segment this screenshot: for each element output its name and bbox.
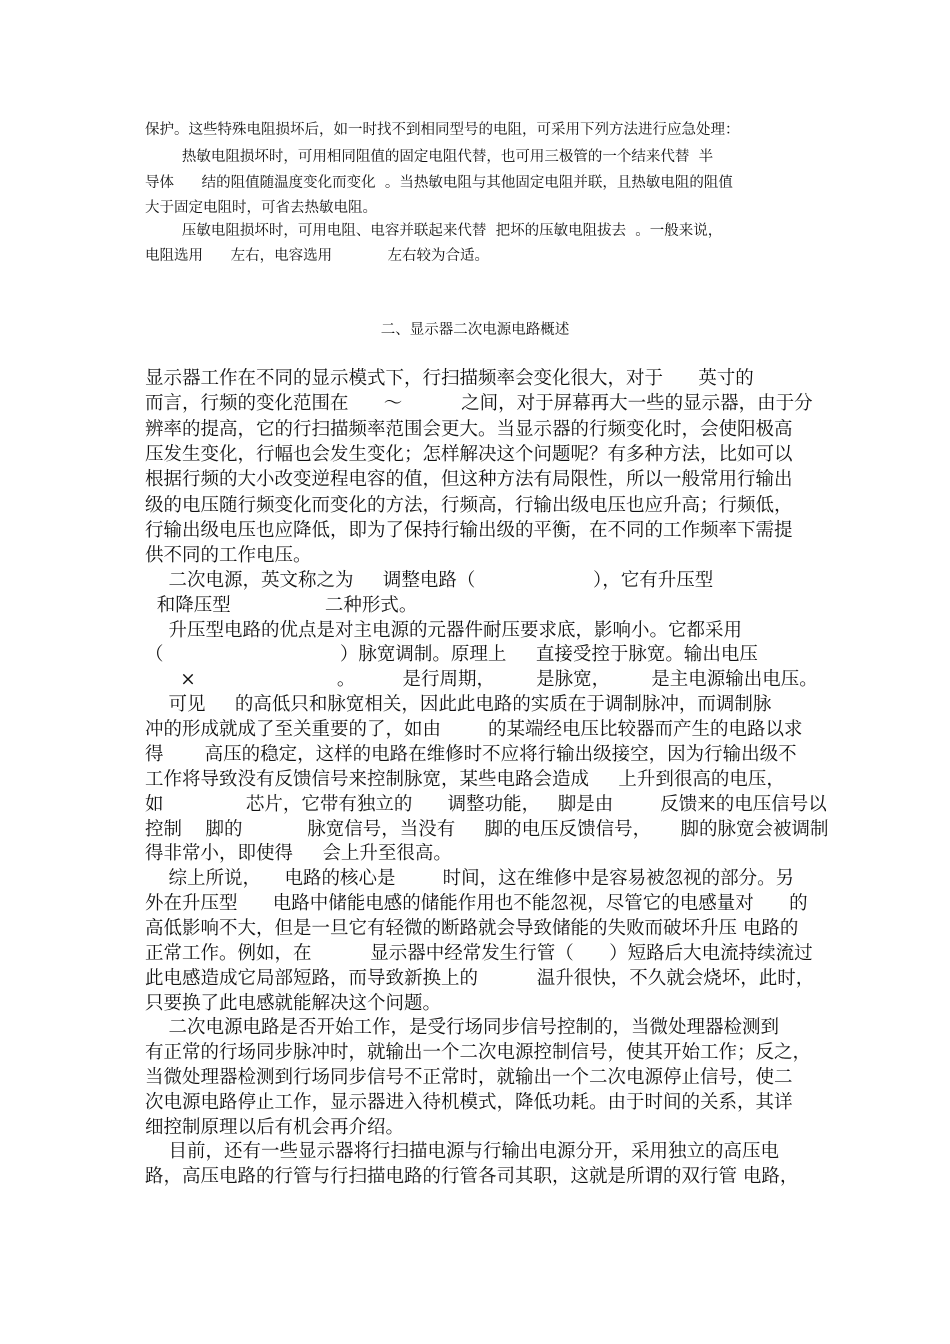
paragraph-line: 和降压型 二种形式。 xyxy=(145,595,418,616)
paragraph-line: 压敏电阻损坏时，可用电阻、电容并联起来代替 把坏的压敏电阻拔去 。一般来说， xyxy=(145,223,723,239)
paragraph-line: 级的电压随行频变化而变化的方法，行频高，行输出级电压也应升高；行频低， xyxy=(145,495,793,516)
paragraph-line: 供不同的工作电压。 xyxy=(145,545,312,566)
paragraph-line: 此电感造成它局部短路，而导致新换上的 温升很快，不久就会烧坏，此时， xyxy=(145,968,815,989)
paragraph-line: 而言，行频的变化范围在 ～ 之间，对于屏幕再大一些的显示器，由于分 xyxy=(145,393,813,414)
paragraph-line: 冲的形成就成了至关重要的了，如由 的某端经电压比较器而产生的电路以求 xyxy=(145,719,803,740)
paragraph-line: 电阻选用 左右，电容选用 左右较为合适。 xyxy=(145,248,489,264)
paragraph-line: 得 高压的稳定，这样的电路在维修时不应将行输出级接空，因为行输出级不 xyxy=(145,744,797,765)
paragraph-line: 外在升压型 电路中储能电感的储能作用也不能忽视，尽管它的电感量对 的 xyxy=(145,893,808,914)
paragraph-line: 正常工作。例如，在 显示器中经常发生行管（ ）短路后大电流持续流过 xyxy=(145,943,813,964)
paragraph-line: 工作将导致没有反馈信号来控制脉宽，某些电路会造成 上升到很高的电压， xyxy=(145,769,785,790)
paragraph-line: 根据行频的大小改变逆程电容的值，但这种方法有局限性，所以一般常用行输出 xyxy=(145,469,793,490)
paragraph-line: 得非常小，即使得 会上升至很高。 xyxy=(145,843,452,864)
paragraph-line: 辨率的提高，它的行扫描频率范围会更大。当显示器的行频变化时，会使阳极高 xyxy=(145,419,793,440)
paragraph-line: 升压型电路的优点是对主电源的元器件耐压要求底，影响小。它都采用 xyxy=(145,620,743,641)
paragraph-line: 细控制原理以后有机会再介绍。 xyxy=(145,1117,405,1138)
paragraph-line: 有正常的行场同步脉冲时，就输出一个二次电源控制信号，使其开始工作；反之， xyxy=(145,1042,812,1063)
paragraph-line: 热敏电阻损坏时，可用相同阻值的固定电阻代替，也可用三极管的一个结来代替 半 xyxy=(145,149,714,165)
section-title: 二、显示器二次电源电路概述 xyxy=(380,322,570,338)
paragraph-line: 大于固定电阻时，可省去热敏电阻。 xyxy=(145,200,377,216)
paragraph-line: 导体 结的阻值随温度变化而变化 。当热敏电阻与其他固定电阻并联，且热敏电阻的阻值 xyxy=(145,175,733,191)
paragraph-line: 当微处理器检测到行场同步信号不正常时，就输出一个二次电源停止信号，使二 xyxy=(145,1067,793,1088)
paragraph-line: 路，高压电路的行管与行扫描电路的行管各司其职，这就是所谓的双行管 电路， xyxy=(145,1166,799,1187)
paragraph-line: 只要换了此电感就能解决这个问题。 xyxy=(145,993,442,1014)
paragraph-line: 控制 脚的 脉宽信号，当没有 脚的电压反馈信号， 脚的脉宽会被调制 xyxy=(145,819,829,840)
paragraph-line: × 。 是行周期， 是脉宽， 是主电源输出电压。 xyxy=(145,669,818,690)
paragraph-line: 二次电源，英文称之为 调整电路（ ），它有升压型 xyxy=(145,570,714,591)
paragraph-line: 高低影响不大，但是一旦它有轻微的断路就会导致储能的失败而破坏升压 电路的 xyxy=(145,918,799,939)
paragraph-line: 次电源电路停止工作，显示器进入待机模式，降低功耗。由于时间的关系，其详 xyxy=(145,1092,793,1113)
paragraph-line: 综上所说， 电路的核心是 时间，这在维修中是容易被忽视的部分。另 xyxy=(145,868,795,889)
paragraph-line: 可见 的高低只和脉宽相关，因此此电路的实质在于调制脉冲，而调制脉 xyxy=(145,694,772,715)
paragraph-line: （ ）脉宽调制。原理上 直接受控于脉宽。输出电压 xyxy=(145,644,758,665)
paragraph-line: 行输出级电压也应降低，即为了保持行输出级的平衡，在不同的工作频率下需提 xyxy=(145,520,793,541)
paragraph-line: 目前，还有一些显示器将行扫描电源与行输出电源分开，采用独立的高压电 xyxy=(145,1141,780,1162)
paragraph-line: 压发生变化，行幅也会发生变化；怎样解决这个问题呢？有多种方法，比如可以 xyxy=(145,444,793,465)
paragraph-line: 保护。这些特殊电阻损坏后，如一时找不到相同型号的电阻，可采用下列方法进行应急处理： xyxy=(145,122,740,138)
paragraph-line: 显示器工作在不同的显示模式下，行扫描频率会变化很大，对于 英寸的 xyxy=(145,368,754,389)
paragraph-line: 二次电源电路是否开始工作，是受行场同步信号控制的，当微处理器检测到 xyxy=(145,1017,780,1038)
paragraph-line: 如 芯片，它带有独立的 调整功能， 脚是由 反馈来的电压信号以 xyxy=(145,794,827,815)
